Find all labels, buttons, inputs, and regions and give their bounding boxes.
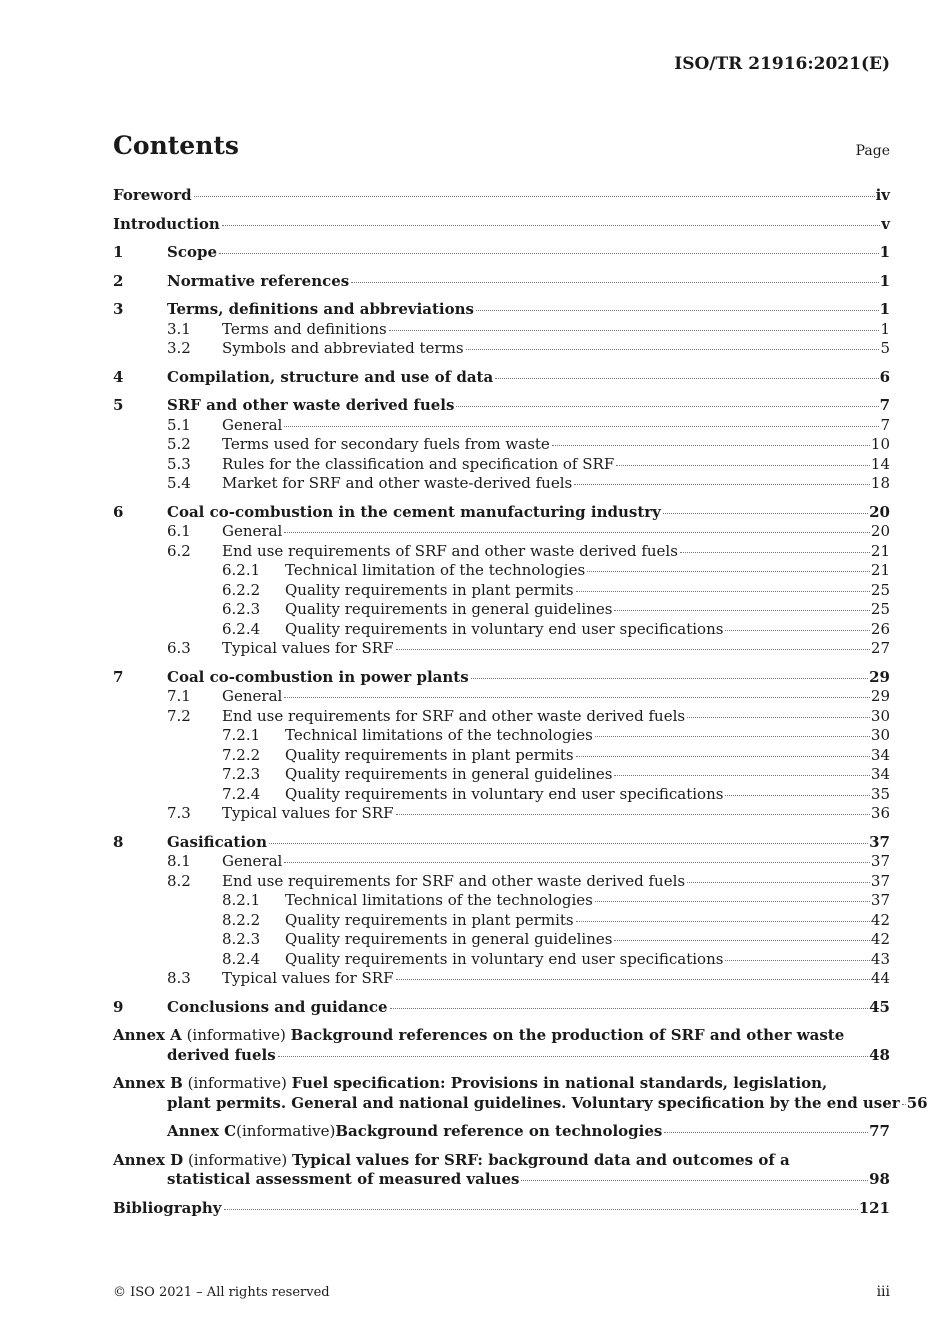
toc-entry[interactable] <box>113 416 890 436</box>
toc-entry-number: 6.1 <box>167 522 191 540</box>
toc-entry-title: Terms used for secondary fuels from waste <box>222 435 550 453</box>
table-of-contents <box>113 186 928 1218</box>
toc-entry-title: General <box>222 522 283 540</box>
toc-entry-page: 30 <box>870 706 890 725</box>
toc-entry-number: 6.2.3 <box>222 600 261 618</box>
toc-entry[interactable] <box>113 581 890 601</box>
toc-entry-title: Normative references <box>167 271 350 290</box>
toc-entry-page: 26 <box>870 619 890 638</box>
dot-leader <box>614 775 869 776</box>
toc-entry-page: 5 <box>880 339 890 357</box>
toc-entry-page: iv <box>875 186 890 204</box>
toc-entry-title: Technical limitations of the technologies <box>285 726 593 744</box>
toc-entry[interactable] <box>113 852 890 872</box>
toc-entry[interactable] <box>113 620 890 640</box>
toc-entry[interactable] <box>113 503 890 523</box>
annex-informative: (informative) <box>186 1026 286 1044</box>
toc-entry-title: Typical values for SRF <box>222 639 394 657</box>
toc-entry-number: 5 <box>113 396 124 414</box>
annex-informative: (informative) <box>236 1122 336 1140</box>
toc-entry-title: Conclusions and guidance <box>167 997 388 1016</box>
annex-entry[interactable] <box>113 1151 890 1190</box>
toc-entry-page: 37 <box>870 871 890 890</box>
dot-leader <box>396 814 870 815</box>
toc-entry-number: 8.3 <box>167 969 191 987</box>
dot-leader <box>521 1180 868 1181</box>
toc-entry-number: 5.1 <box>167 415 191 434</box>
toc-entry-number: 3 <box>113 300 124 318</box>
toc-entry-title: SRF and other waste derived fuels <box>167 396 455 414</box>
toc-entry-title: Quality requirements in general guidelines <box>285 930 613 948</box>
toc-entry[interactable] <box>113 272 890 292</box>
dot-leader <box>574 484 870 485</box>
dot-leader <box>614 940 869 941</box>
dot-leader <box>725 795 869 796</box>
toc-entry-title: Symbols and abbreviated terms <box>222 339 464 357</box>
toc-entry-page: 121 <box>858 1198 890 1217</box>
toc-entry-title: Typical values for SRF <box>222 969 394 987</box>
toc-entry-title: Quality requirements in voluntary end user specifications <box>285 784 724 803</box>
dot-leader <box>390 1008 869 1009</box>
toc-entry-title: Bibliography <box>113 1198 222 1217</box>
toc-entry-page: 42 <box>870 930 890 948</box>
toc-entry-page: 1 <box>879 243 890 261</box>
toc-entry-number: 6.2.2 <box>222 580 261 599</box>
toc-entry[interactable] <box>113 891 890 911</box>
toc-entry[interactable] <box>113 474 890 494</box>
toc-entry-title: Quality requirements in plant permits <box>285 910 574 929</box>
toc-entry[interactable] <box>113 339 890 359</box>
toc-entry[interactable] <box>113 522 890 542</box>
toc-entry-title: End use requirements for SRF and other waste derived fuels <box>222 871 686 890</box>
annex-title-continued: derived fuels <box>167 1045 276 1064</box>
dot-leader <box>284 862 870 863</box>
toc-entry-page: 6 <box>879 367 890 386</box>
toc-entry-page: 10 <box>870 435 890 453</box>
toc-entry-title: Coal co-combustion in the cement manufacturing industry <box>167 502 661 521</box>
dot-leader <box>278 1056 868 1057</box>
toc-entry[interactable] <box>113 300 890 320</box>
toc-entry-number: 8.2.1 <box>222 891 261 909</box>
toc-entry[interactable] <box>113 804 890 824</box>
dot-leader <box>687 882 870 883</box>
toc-entry-title: Quality requirements in general guidelines <box>285 765 613 783</box>
dot-leader <box>595 736 870 737</box>
toc-entry[interactable] <box>113 746 890 766</box>
toc-entry-page: 37 <box>870 852 890 870</box>
annex-page: 56 <box>906 1093 928 1112</box>
toc-entry-number: 7 <box>113 667 124 686</box>
toc-entry-page: 43 <box>870 949 890 968</box>
annex-page: 98 <box>869 1170 890 1188</box>
toc-entry-title: Coal co-combustion in power plants <box>167 667 469 686</box>
annex-label: Annex D <box>113 1150 184 1169</box>
dot-leader <box>725 960 869 961</box>
toc-entry-page: 21 <box>870 561 890 579</box>
annex-entry[interactable] <box>113 1122 890 1142</box>
toc-entry[interactable] <box>113 320 890 340</box>
dot-leader <box>269 843 868 844</box>
annex-first-line <box>113 1074 890 1094</box>
toc-entry-number: 7.2 <box>167 706 191 725</box>
dot-leader <box>351 282 878 283</box>
annex-first-line <box>113 1026 890 1046</box>
dot-leader <box>284 697 870 698</box>
annex-second-line <box>113 1093 928 1114</box>
toc-entry[interactable] <box>113 833 890 853</box>
toc-entry[interactable] <box>113 368 890 388</box>
toc-entry-page: 20 <box>869 502 890 521</box>
toc-entry[interactable] <box>113 911 890 931</box>
toc-entry-page: 29 <box>870 687 890 705</box>
toc-entry-number: 4 <box>113 367 124 386</box>
dot-leader <box>476 310 879 311</box>
toc-entry[interactable] <box>113 542 890 562</box>
annex-title: Background references on the production of SRF and other waste <box>290 1026 845 1044</box>
toc-entry[interactable] <box>113 726 890 746</box>
toc-entry[interactable] <box>113 785 890 805</box>
dot-leader <box>495 378 878 379</box>
annex-first-line <box>113 1122 890 1142</box>
toc-entry-page: 14 <box>870 454 890 473</box>
toc-entry-title: General <box>222 687 283 705</box>
toc-entry-page: 18 <box>870 474 890 492</box>
toc-entry-number: 7.3 <box>167 804 191 822</box>
dot-leader <box>471 678 868 679</box>
toc-entry-number: 2 <box>113 271 124 290</box>
page-column-label: Page <box>855 143 890 159</box>
toc-entry-page: 42 <box>870 910 890 929</box>
toc-entry[interactable] <box>113 396 890 416</box>
toc-entry[interactable] <box>113 765 890 785</box>
annex-informative: (informative) <box>187 1074 287 1092</box>
toc-entry-title: Quality requirements in voluntary end user specifications <box>285 619 724 638</box>
annex-page: 77 <box>869 1122 890 1140</box>
toc-entry-title: Rules for the classification and specification of SRF <box>222 454 615 473</box>
toc-entry-title: Quality requirements in voluntary end user specifications <box>285 949 724 968</box>
toc-entry[interactable] <box>113 186 890 206</box>
toc-entry-title: Technical limitation of the technologies <box>285 561 586 579</box>
toc-entry[interactable] <box>113 600 890 620</box>
toc-entry[interactable] <box>113 215 890 235</box>
toc-entry-title: Typical values for SRF <box>222 804 394 822</box>
toc-entry-title: Terms and definitions <box>222 319 387 338</box>
document-id: ISO/TR 21916:2021(E) <box>674 54 890 74</box>
dot-leader <box>902 1104 906 1105</box>
toc-entry[interactable] <box>113 930 890 950</box>
toc-entry-number: 7.2.3 <box>222 765 261 783</box>
dot-leader <box>687 717 870 718</box>
annex-informative: (informative) <box>187 1150 288 1169</box>
annex-title: Typical values for SRF: background data and outcomes of a <box>292 1150 790 1169</box>
toc-entry-page: 45 <box>869 997 890 1016</box>
toc-entry-number: 9 <box>113 997 124 1016</box>
dot-leader <box>680 552 870 553</box>
annex-entry[interactable] <box>113 1026 890 1065</box>
toc-entry-page: 1 <box>880 319 890 338</box>
dot-leader <box>466 349 880 350</box>
footer-copyright: © ISO 2021 – All rights reserved <box>113 1285 330 1300</box>
toc-entry[interactable] <box>113 969 890 989</box>
toc-entry-page: 36 <box>870 804 890 822</box>
toc-entry-number: 3.1 <box>167 319 191 338</box>
dot-leader <box>595 901 870 902</box>
dot-leader <box>224 1209 858 1210</box>
toc-entry-page: 29 <box>869 667 890 686</box>
annex-entry[interactable] <box>113 1074 928 1113</box>
toc-entry-number: 7.2.1 <box>222 726 261 744</box>
annex-label: Annex B <box>113 1074 183 1092</box>
toc-entry-title: Gasification <box>167 832 267 851</box>
toc-entry-page: 37 <box>870 891 890 909</box>
toc-entry[interactable] <box>113 639 890 659</box>
toc-entry-page: 1 <box>879 300 890 318</box>
dot-leader <box>194 196 875 197</box>
toc-entry-page: 35 <box>870 784 890 803</box>
toc-entry-bibliography[interactable] <box>113 1199 890 1219</box>
toc-entry-page: 1 <box>879 271 890 290</box>
toc-entry[interactable] <box>113 950 890 970</box>
dot-leader <box>222 225 880 226</box>
toc-entry-number: 6.2 <box>167 541 191 560</box>
annex-second-line <box>113 1046 890 1066</box>
dot-leader <box>552 445 870 446</box>
toc-entry-number: 8 <box>113 832 124 851</box>
toc-entry-number: 8.2 <box>167 871 191 890</box>
toc-entry-title: Terms, definitions and abbreviations <box>167 300 474 318</box>
toc-entry-page: v <box>881 214 890 233</box>
toc-entry-number: 5.4 <box>167 474 191 492</box>
toc-entry-number: 6.2.4 <box>222 619 261 638</box>
toc-entry[interactable] <box>113 243 890 263</box>
toc-entry-page: 44 <box>870 969 890 987</box>
annex-page: 48 <box>869 1045 890 1064</box>
dot-leader <box>396 979 870 980</box>
dot-leader <box>456 406 878 407</box>
toc-entry-page: 25 <box>870 600 890 618</box>
toc-entry-title: General <box>222 852 283 870</box>
annex-label: Annex C <box>167 1122 237 1140</box>
annex-title-continued: statistical assessment of measured values <box>167 1170 520 1188</box>
toc-entry-number: 8.2.4 <box>222 949 261 968</box>
toc-entry-page: 27 <box>870 639 890 657</box>
annex-second-line <box>113 1170 890 1190</box>
toc-entry-title: End use requirements of SRF and other waste derived fuels <box>222 541 678 560</box>
dot-leader <box>396 649 870 650</box>
toc-entry[interactable] <box>113 872 890 892</box>
toc-entry-title: Quality requirements in plant permits <box>285 580 574 599</box>
toc-entry[interactable] <box>113 687 890 707</box>
dot-leader <box>284 532 870 533</box>
toc-entry-number: 5.3 <box>167 454 191 473</box>
toc-entry-number: 6 <box>113 502 124 521</box>
contents-title: Contents <box>113 131 240 160</box>
toc-entry-page: 34 <box>870 745 890 764</box>
annex-title: Background reference on technologies <box>335 1122 663 1140</box>
toc-entry-number: 8.1 <box>167 852 191 870</box>
toc-entry-number: 7.2.4 <box>222 784 261 803</box>
toc-entry-page: 25 <box>870 580 890 599</box>
toc-entry[interactable] <box>113 561 890 581</box>
dot-leader <box>576 756 870 757</box>
toc-entry-title: Technical limitations of the technologies <box>285 891 593 909</box>
toc-entry-number: 1 <box>113 243 124 261</box>
dot-leader <box>725 630 869 631</box>
toc-entry-title: General <box>222 415 283 434</box>
toc-entry-title: Scope <box>167 243 218 261</box>
dot-leader <box>616 465 870 466</box>
dot-leader <box>576 591 870 592</box>
dot-leader <box>614 610 869 611</box>
dot-leader <box>389 330 880 331</box>
toc-entry-title: Foreword <box>113 186 192 204</box>
toc-entry-number: 7.1 <box>167 687 191 705</box>
toc-entry-number: 8.2.2 <box>222 910 261 929</box>
toc-entry-page: 7 <box>880 415 890 434</box>
toc-entry-page: 7 <box>879 396 890 414</box>
toc-entry-title: End use requirements for SRF and other waste derived fuels <box>222 706 686 725</box>
annex-title-continued: plant permits. General and national guidelines. Voluntary specification by the end user <box>167 1093 900 1112</box>
toc-entry-page: 30 <box>870 726 890 744</box>
dot-leader <box>663 513 868 514</box>
toc-entry-page: 20 <box>870 522 890 540</box>
toc-entry-number: 8.2.3 <box>222 930 261 948</box>
annex-label: Annex A <box>113 1026 182 1044</box>
annex-first-line <box>113 1151 890 1171</box>
dot-leader <box>576 921 870 922</box>
toc-entry[interactable] <box>113 707 890 727</box>
toc-entry[interactable] <box>113 668 890 688</box>
toc-entry[interactable] <box>113 455 890 475</box>
dot-leader <box>284 426 879 427</box>
toc-entry-page: 34 <box>870 765 890 783</box>
toc-entry[interactable] <box>113 435 890 455</box>
toc-entry-page: 21 <box>870 541 890 560</box>
toc-entry-number: 7.2.2 <box>222 745 261 764</box>
dot-leader <box>219 253 879 254</box>
dot-leader <box>664 1132 868 1133</box>
dot-leader <box>587 571 870 572</box>
toc-entry-title: Compilation, structure and use of data <box>167 367 494 386</box>
toc-entry-title: Market for SRF and other waste-derived fuels <box>222 474 573 492</box>
toc-entry-title: Quality requirements in general guidelines <box>285 600 613 618</box>
toc-entry-number: 6.2.1 <box>222 561 261 579</box>
toc-entry-page: 37 <box>869 832 890 851</box>
toc-entry-number: 6.3 <box>167 639 191 657</box>
annex-title: Fuel specification: Provisions in national standards, legislation, <box>291 1074 828 1092</box>
toc-entry[interactable] <box>113 998 890 1018</box>
toc-entry-number: 3.2 <box>167 339 191 357</box>
toc-entry-title: Quality requirements in plant permits <box>285 745 574 764</box>
toc-entry-number: 5.2 <box>167 435 191 453</box>
toc-entry-title: Introduction <box>113 214 220 233</box>
footer-page-number: iii <box>876 1284 890 1300</box>
